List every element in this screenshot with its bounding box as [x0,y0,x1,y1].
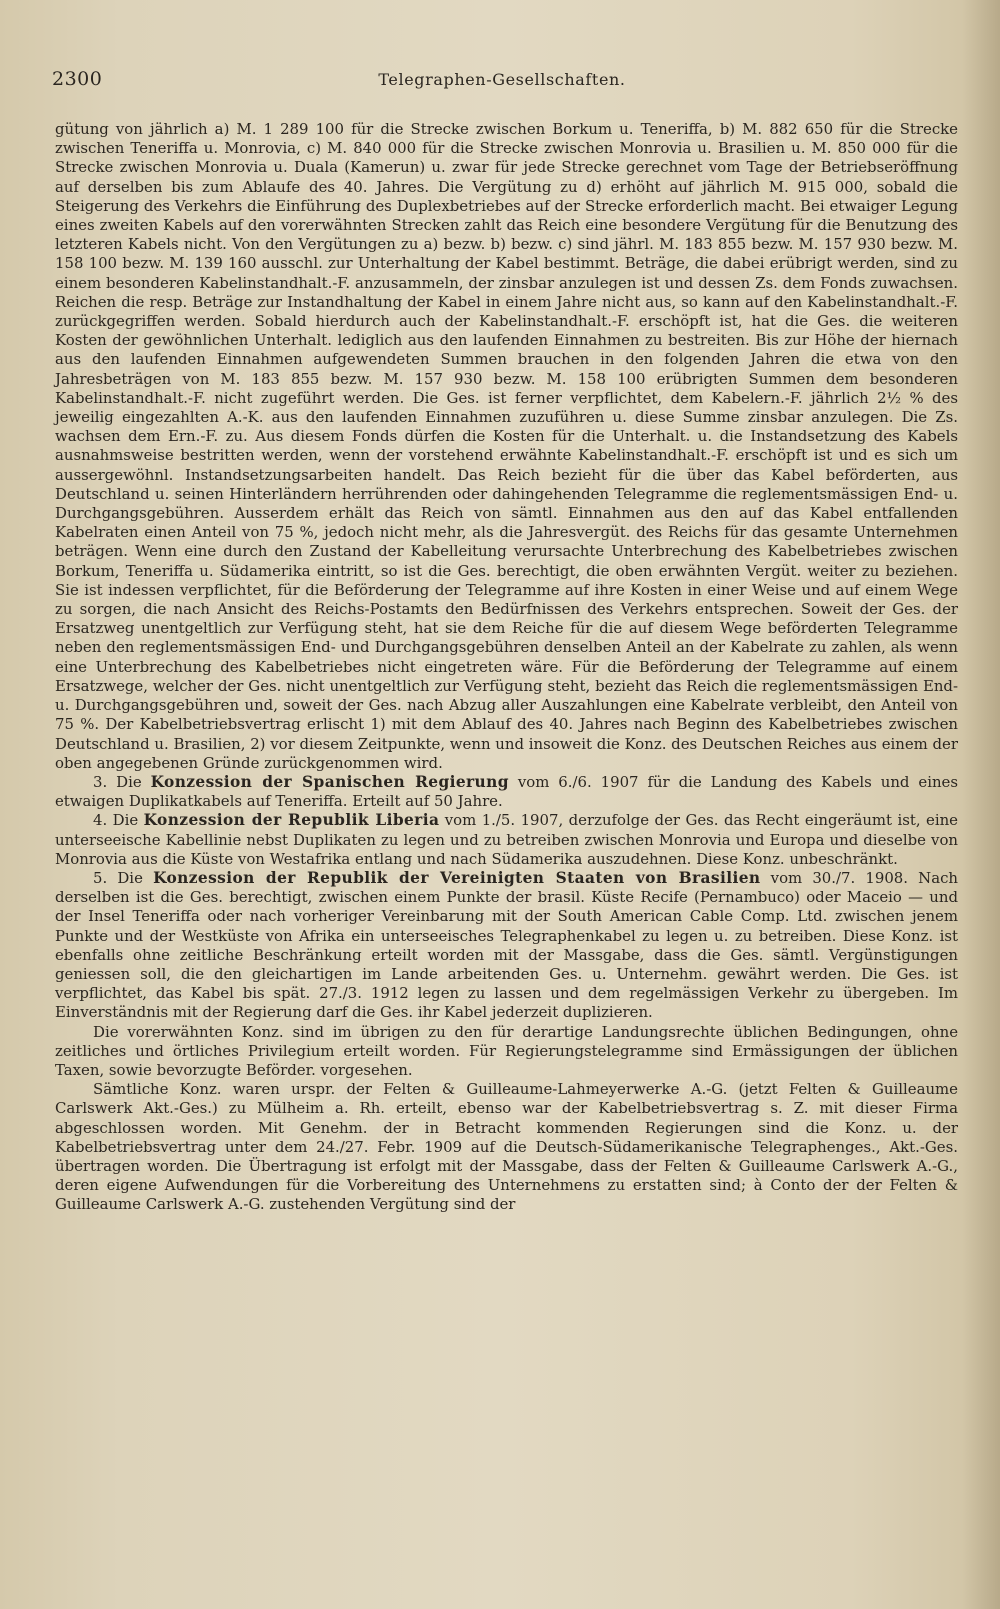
body-text [55,120,958,1215]
paragraph-contract-terms: gütung von jährlich a) M. 1 289 100 für die Strecke zwischen Borkum u. Teneriffa, b) M. 882 650 für die Strecke zwischen Teneriffa u. Monrovia, c) M. 840 000 für die Strecke zwischen Monrovia u. Brasilien u. M. 850 000 für die Strecke zwischen Monrovia u. Duala (Kamerun) u. zwar für jede Strecke gerechnet vom Tage der Betriebseröffnung auf derselben bis zum Ablaufe des 40. Jahres. Die Vergütung zu d) erhöht auf jährlich M. 915 000, sobald die Steigerung des Verkehrs die Einführung des Duplexbetriebes auf der Strecke erforderlich macht. Bei etwaiger Legung eines zweiten Kabels auf den vorerwähnten Strecken zahlt das Reich eine besondere Vergütung für die Benutzung des letzteren Kabels nicht. Von den Vergütungen zu a) bezw. b) bezw. c) sind jährl. M. 183 855 bezw. M. 157 930 bezw. M. 158 100 bezw. M. 139 160 ausschl. zur Unterhaltung der Kabel bestimmt. Beträge, die dabei erübrigt werden, sind zu einem besonderen Kabelinstandhalt.-F. anzusammeln, der zinsbar anzulegen ist und dessen Zs. dem Fonds zuwachsen. Reichen die resp. Beträge zur Instandhaltung der Kabel in einem Jahre nicht aus, so kann auf den Kabelinstandhalt.-F. zurückgegriffen werden. Sobald hierdurch auch der Kabelinstandhalt.-F. erschöpft ist, hat die Ges. die weiteren Kosten der gewöhnlichen Unterhalt. lediglich aus den laufenden Einnahmen zu bestreiten. Bis zur Höhe der hiernach aus den laufenden Einnahmen aufgewendeten Summen brauchen in den folgenden Jahren die etwa von den Jahresbeträgen von M. 183 855 bezw. M. 157 930 bezw. M. 158 100 erübrigten Summen dem besonderen Kabelinstandhalt.-F. nicht zugeführt werden. Die Ges. ist ferner verpflichtet, dem Kabelern.-F. jährlich 2½ % des jeweilig eingezahlten A.-K. aus den laufenden Einnahmen zuzuführen u. diese Summe zinsbar anzulegen. Die Zs. wachsen dem Ern.-F. zu. Aus diesem Fonds dürfen die Kosten für die Unterhalt. u. die Instandsetzung des Kabels ausnahmsweise bestritten werden, wenn der vorstehend erwähnte Kabelinstandhalt.-F. erschöpft ist und es sich um aussergewöhnl. Instandsetzungsarbeiten handelt. Das Reich bezieht für die über das Kabel beförderten, aus Deutschland u. seinen Hinterländern herrührenden oder dahingehenden Telegramme die reglementsmässigen End- u. Durchgangsgebühren. Ausserdem erhält das Reich von sämtl. Einnahmen aus den auf das Kabel entfallenden Kabelraten einen Anteil von 75 %, jedoch nicht mehr, als die Jahresvergüt. des Reichs für das gesamte Unternehmen beträgen. Wenn eine durch den Zustand der Kabelleitung verursachte Unterbrechung des Kabelbetriebes zwischen Borkum, Teneriffa u. Südamerika eintritt, so ist die Ges. berechtigt, die oben erwähnten Vergüt. weiter zu beziehen. Sie ist indessen verpflichtet, für die Beförderung der Telegramme auf ihre Kosten in einer Weise und auf einem Wege zu sorgen, die nach Ansicht des Reichs-Postamts den Bedürfnissen des Verkehrs entsprechen. Soweit der Ges. der Ersatzweg unentgeltlich zur Verfügung steht, hat sie dem Reiche für die auf diesem Wege beförderten Telegramme neben den reglementsmässigen End- und Durchgangsgebühren denselben Anteil an der Kabelrate zu zahlen, als wenn eine Unterbrechung des Kabelbetriebes nicht eingetreten wäre. Für die Beförderung der Telegramme auf einem Ersatzwege, welcher der Ges. nicht unentgeltlich zur Verfügung steht, bezieht das Reich die reglementsmässigen End- u. Durchgangsgebühren und, soweit der Ges. nach Abzug aller Auszahlungen eine Kabelrate verbleibt, den Anteil von 75 %. Der Kabelbetriebsvertrag erlischt 1) mit dem Ablauf des 40. Jahres nach Beginn des Kabelbetriebes zwischen Deutschland u. Brasilien, 2) vor diesem Zeitpunkte, wenn und insoweit die Konz. des Deutschen Reiches aus einem der oben angegebenen Gründe zurückgenommen wird. [55,120,958,772]
section-5-brazil-concession [55,869,958,1023]
paragraph-concession-transfer: Sämtliche Konz. waren urspr. der Felten & Guilleaume-Lahmeyerwerke A.-G. (jetzt Felten & Guilleaume Carlswerk Akt.-Ges.) zu Mülheim a. Rh. erteilt, ebenso war der Kabelbetriebsvertrag s. Z. mit dieser Firma abgeschlossen worden. Mit Genehm. der in Betracht kommenden Regierungen sind die Konz. u. der Kabelbetriebsvertrag unter dem 24./27. Febr. 1909 auf die Deutsch-Südamerikanische Telegraphenges., Akt.-Ges. übertragen worden. Die Übertragung ist erfolgt mit der Massgabe, dass der Felten & Guilleaume Carlswerk A.-G., deren eigene Aufwendungen für die Vorbereitung des Unternehmens zu erstatten sind; à Conto der der Felten & Guilleaume Carlswerk A.-G. zustehenden Vergütung sind der [55,1080,958,1214]
section-5-heading: Konzession der Republik der Vereinigten Staaten von Brasilien [153,868,761,887]
page-edge-shadow [962,0,1000,1609]
section-5-number: 5. Die [93,868,143,887]
section-3-number: 3. Die [93,772,142,791]
section-4-text: vom 1./5. 1907, derzufolge der Ges. das Recht eingeräumt ist, eine unterseeische Kabellinie nebst Duplikaten zu legen und zu betreiben zwischen Monrovia und Europa und dieselbe von Monrovia aus die Küste von Westafrika entlang und nach Südamerika auszudehnen. Diese Konz. unbeschränkt. [55,811,958,868]
section-3-spanish-concession [55,773,958,811]
section-3-heading: Konzession der Spanischen Regierung [150,772,509,791]
page-number: 2300 [52,68,103,90]
running-title: Telegraphen-Gesellschaften. [378,70,626,89]
section-4-liberia-concession [55,811,958,869]
section-4-heading: Konzession der Republik Liberia [143,811,440,830]
section-5-text: vom 30./7. 1908. Nach derselben ist die Ges. berechtigt, zwischen einem Punkte der brasil. Küste Recife (Pernambuco) oder Maceio — und der Insel Teneriffa oder nach vorheriger Vereinbarung mit der South American Cable Comp. Ltd. zwischen jenem Punkte und der Westküste von Afrika ein unterseeisches Telegraphenkabel zu legen u. zu betreiben. Diese Konz. ist ebenfalls ohne zeitliche Beschränkung erteilt worden mit der Massgabe, dass die Ges. sämtl. Vergünstigungen geniessen soll, die den gleichartigen im Lande arbeitenden Ges. u. Unternehm. gewährt werden. Die Ges. ist verpflichtet, das Kabel bis spät. 27./3. 1912 legen zu lassen und dem regelmässigen Verkehr zu übergeben. Im Einverständnis mit der Regierung darf die Ges. ihr Kabel jederzeit duplizieren. [55,868,959,1022]
section-3-text: vom 6./6. 1907 für die Landung des Kabels und eines etwaigen Duplikatkabels auf Teneriffa. Erteilt auf 50 Jahre. [55,772,959,811]
paragraph-concession-conditions: Die vorerwähnten Konz. sind im übrigen zu den für derartige Landungsrechte üblichen Bedingungen, ohne zeitliches und örtliches Privilegium erteilt worden. Für Regierungstelegramme sind Ermässigungen der üblichen Taxen, sowie bevorzugte Beförder. vorgesehen. [55,1022,958,1079]
page-header [52,68,952,92]
section-4-number: 4. Die [93,811,139,830]
